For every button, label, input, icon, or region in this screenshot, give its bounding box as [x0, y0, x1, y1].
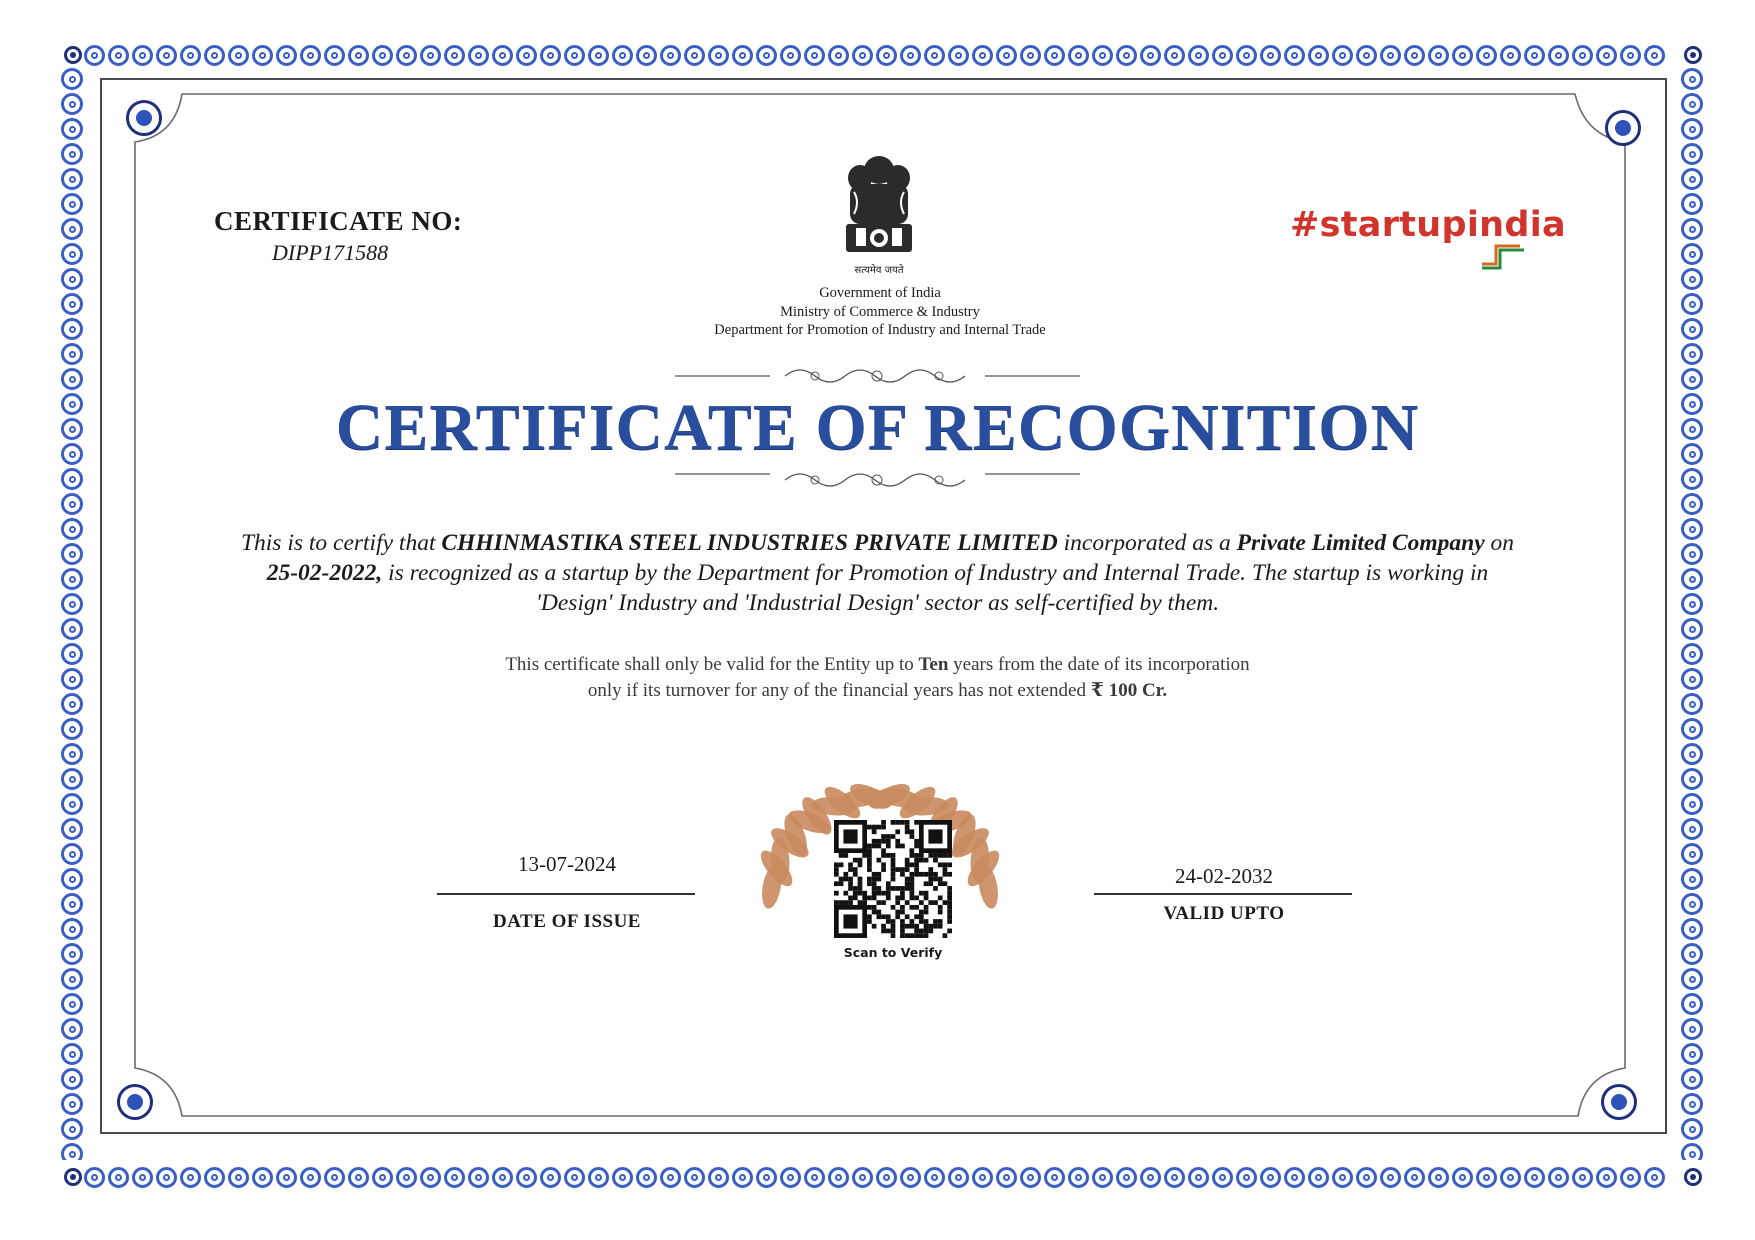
border-chain-left — [60, 68, 84, 1160]
border-chain-link — [804, 1167, 825, 1188]
border-chain-link — [61, 343, 83, 365]
border-chain-link — [708, 45, 729, 66]
border-chain-link — [61, 993, 83, 1015]
border-chain-link — [780, 45, 801, 66]
border-chain-link — [732, 45, 753, 66]
border-chain-link — [1140, 45, 1161, 66]
border-chain-link — [61, 918, 83, 940]
border-chain-right — [1680, 68, 1704, 1160]
border-chain-link — [1681, 493, 1703, 515]
border-chain-link — [1644, 1167, 1665, 1188]
border-chain-link — [1356, 1167, 1377, 1188]
border-chain-link — [1020, 1167, 1041, 1188]
border-chain-link — [1380, 1167, 1401, 1188]
border-chain-link — [1452, 1167, 1473, 1188]
border-chain-link — [300, 45, 321, 66]
border-chain-link — [1681, 518, 1703, 540]
border-chain-link — [204, 1167, 225, 1188]
border-chain-link — [1092, 1167, 1113, 1188]
border-chain-link — [61, 318, 83, 340]
border-chain-link — [372, 45, 393, 66]
border-chain-link — [156, 45, 177, 66]
border-chain-link — [1284, 45, 1305, 66]
border-chain-link — [61, 868, 83, 890]
border-chain-link — [564, 1167, 585, 1188]
border-chain-link — [900, 45, 921, 66]
border-chain-link — [996, 1167, 1017, 1188]
border-chain-link — [108, 45, 129, 66]
border-chain-link — [61, 668, 83, 690]
border-chain-link — [1524, 1167, 1545, 1188]
border-chain-link — [1681, 743, 1703, 765]
border-chain-link — [61, 293, 83, 315]
border-chain-link — [1596, 1167, 1617, 1188]
border-chain-link — [684, 45, 705, 66]
border-chain-link — [61, 168, 83, 190]
border-chain-link — [61, 693, 83, 715]
border-chain-link — [420, 1167, 441, 1188]
border-chain-link — [1092, 45, 1113, 66]
valid-upto-date: 24-02-2032 — [1175, 864, 1273, 888]
border-chain-link — [1681, 793, 1703, 815]
issue-date-line — [437, 893, 695, 895]
border-chain-link — [61, 518, 83, 540]
border-chain-link — [636, 45, 657, 66]
border-chain-link — [684, 1167, 705, 1188]
border-chain-link — [1681, 768, 1703, 790]
border-chain-link — [61, 1093, 83, 1115]
border-chain-link — [61, 743, 83, 765]
border-chain-link — [468, 1167, 489, 1188]
border-chain-link — [1681, 343, 1703, 365]
corner-medallion-top-left — [126, 100, 162, 136]
border-chain-link — [1524, 45, 1545, 66]
border-chain-link — [61, 418, 83, 440]
border-chain-link — [1681, 68, 1703, 90]
border-chain-link — [1500, 1167, 1521, 1188]
border-chain-link — [61, 268, 83, 290]
border-chain-link — [61, 243, 83, 265]
border-chain-link — [1681, 1043, 1703, 1065]
border-chain-link — [1476, 1167, 1497, 1188]
border-chain-link — [636, 1167, 657, 1188]
border-chain-link — [61, 1043, 83, 1065]
border-chain-link — [324, 1167, 345, 1188]
border-chain-link — [61, 143, 83, 165]
border-chain-link — [61, 943, 83, 965]
border-chain-link — [1681, 993, 1703, 1015]
border-chain-link — [61, 368, 83, 390]
border-chain-link — [180, 45, 201, 66]
border-chain-link — [1236, 1167, 1257, 1188]
border-chain-link — [84, 45, 105, 66]
company-name: CHHINMASTIKA STEEL INDUSTRIES PRIVATE LIMITED — [441, 530, 1058, 556]
border-chain-link — [1681, 143, 1703, 165]
border-chain-link — [1681, 1068, 1703, 1090]
border-chain-link — [61, 193, 83, 215]
border-chain-link — [61, 718, 83, 740]
border-chain-link — [1188, 45, 1209, 66]
validity-term: Ten — [918, 654, 949, 675]
border-chain-link — [61, 118, 83, 140]
border-chain-link — [1681, 118, 1703, 140]
border-chain-link — [1681, 593, 1703, 615]
border-chain-link — [1284, 1167, 1305, 1188]
border-chain-link — [61, 393, 83, 415]
border-chain-link — [180, 1167, 201, 1188]
issue-date-label: DATE OF ISSUE — [493, 911, 641, 932]
border-chain-link — [516, 45, 537, 66]
border-chain-link — [61, 793, 83, 815]
border-chain-link — [492, 1167, 513, 1188]
scan-to-verify-label: Scan to Verify — [843, 945, 943, 960]
border-chain-link — [396, 1167, 417, 1188]
border-chain-link — [780, 1167, 801, 1188]
border-chain-link — [1548, 1167, 1569, 1188]
border-chain-link — [1644, 45, 1665, 66]
border-chain-link — [1681, 293, 1703, 315]
border-chain-link — [972, 45, 993, 66]
border-chain-link — [1681, 93, 1703, 115]
border-chain-link — [1681, 618, 1703, 640]
border-chain-link — [1260, 45, 1281, 66]
emblem-motto: सत्यमेव जयते — [854, 265, 904, 276]
border-chain-link — [1681, 1118, 1703, 1140]
ministry-line: Ministry of Commerce & Industry — [780, 303, 980, 320]
border-chain-link — [468, 45, 489, 66]
border-chain-link — [61, 68, 83, 90]
border-chain-link — [1044, 1167, 1065, 1188]
company-type: Private Limited Company — [1236, 530, 1485, 556]
certification-statement — [230, 528, 1525, 618]
border-chain-link — [61, 593, 83, 615]
border-chain-link — [564, 45, 585, 66]
statement-intro: This is to certify that — [240, 530, 436, 556]
corner-medallion-bottom-left — [117, 1084, 153, 1120]
border-chain-link — [732, 1167, 753, 1188]
border-chain-link — [996, 45, 1017, 66]
border-chain-link — [1681, 218, 1703, 240]
border-chain-link — [84, 1167, 105, 1188]
border-chain-link — [61, 468, 83, 490]
border-chain-link — [61, 1143, 83, 1160]
border-chain-link — [756, 45, 777, 66]
border-chain-link — [61, 93, 83, 115]
border-chain-link — [588, 45, 609, 66]
border-chain-link — [948, 45, 969, 66]
border-chain-link — [61, 768, 83, 790]
border-chain-link — [540, 45, 561, 66]
corner-dot-top-right — [1684, 46, 1702, 64]
border-chain-link — [1681, 368, 1703, 390]
border-chain-link — [1681, 568, 1703, 590]
border-chain-link — [948, 1167, 969, 1188]
border-chain-link — [1308, 45, 1329, 66]
border-chain-link — [420, 45, 441, 66]
border-chain-link — [1116, 45, 1137, 66]
border-chain-link — [1681, 868, 1703, 890]
validity-note — [380, 652, 1375, 704]
border-chain-link — [540, 1167, 561, 1188]
border-chain-link — [1681, 318, 1703, 340]
border-chain-link — [1068, 45, 1089, 66]
title-flourish-top — [675, 362, 1080, 388]
border-chain-link — [1681, 393, 1703, 415]
border-chain-link — [61, 968, 83, 990]
border-chain-link — [1681, 443, 1703, 465]
certificate-number: DIPP171588 — [272, 240, 389, 265]
border-chain-link — [1681, 693, 1703, 715]
border-chain-link — [612, 45, 633, 66]
government-header — [640, 284, 1120, 340]
border-chain-link — [1044, 45, 1065, 66]
border-chain-link — [348, 45, 369, 66]
incorporation-date: 25-02-2022, — [266, 560, 383, 586]
startup-india-logo: #startupindia — [1290, 205, 1566, 245]
border-chain-link — [828, 1167, 849, 1188]
border-chain-link — [516, 1167, 537, 1188]
border-chain-link — [612, 1167, 633, 1188]
border-chain-link — [1681, 968, 1703, 990]
border-chain-link — [924, 45, 945, 66]
border-chain-link — [1332, 1167, 1353, 1188]
border-chain-link — [1681, 168, 1703, 190]
border-chain-link — [588, 1167, 609, 1188]
border-chain-link — [1332, 45, 1353, 66]
border-chain-link — [276, 45, 297, 66]
border-chain-link — [1681, 668, 1703, 690]
border-chain-link — [1681, 818, 1703, 840]
validity-text-2: years from the date of its incorporation — [953, 654, 1250, 675]
corner-dot-bottom-right — [1684, 1168, 1702, 1186]
border-chain-link — [660, 45, 681, 66]
border-chain-link — [1428, 1167, 1449, 1188]
border-chain-link — [1681, 718, 1703, 740]
border-chain-link — [1116, 1167, 1137, 1188]
border-chain-link — [1681, 418, 1703, 440]
corner-medallion-bottom-right — [1601, 1084, 1637, 1120]
border-chain-link — [1212, 45, 1233, 66]
border-chain-link — [324, 45, 345, 66]
border-chain-link — [1681, 1143, 1703, 1160]
border-chain-link — [276, 1167, 297, 1188]
border-chain-link — [204, 45, 225, 66]
border-chain-link — [1500, 45, 1521, 66]
border-chain-link — [444, 45, 465, 66]
border-chain-link — [1681, 843, 1703, 865]
border-chain-link — [1428, 45, 1449, 66]
border-chain-link — [61, 568, 83, 590]
border-chain-link — [828, 45, 849, 66]
border-chain-link — [1681, 1018, 1703, 1040]
border-chain-link — [1681, 893, 1703, 915]
border-chain-link — [61, 618, 83, 640]
border-chain-link — [1308, 1167, 1329, 1188]
border-chain-link — [1140, 1167, 1161, 1188]
border-chain-link — [1681, 1093, 1703, 1115]
border-chain-link — [396, 45, 417, 66]
border-chain-link — [1681, 543, 1703, 565]
border-chain-link — [900, 1167, 921, 1188]
border-chain-link — [1164, 1167, 1185, 1188]
border-chain-link — [1404, 45, 1425, 66]
border-chain-link — [1476, 45, 1497, 66]
border-chain-link — [1620, 1167, 1641, 1188]
border-chain-link — [252, 45, 273, 66]
border-chain-link — [756, 1167, 777, 1188]
border-chain-link — [1596, 45, 1617, 66]
border-chain-link — [61, 443, 83, 465]
border-chain-link — [1356, 45, 1377, 66]
valid-upto-line — [1094, 893, 1352, 895]
border-chain-link — [1380, 45, 1401, 66]
border-chain-link — [61, 218, 83, 240]
national-emblem-icon — [836, 148, 922, 280]
border-chain-link — [61, 643, 83, 665]
turnover-limit: ₹ 100 Cr. — [1090, 680, 1168, 701]
border-chain-link — [61, 493, 83, 515]
verification-qr-code[interactable] — [834, 820, 952, 938]
border-chain-bottom — [84, 1164, 1672, 1190]
border-chain-link — [132, 45, 153, 66]
border-chain-link — [348, 1167, 369, 1188]
border-chain-link — [1572, 1167, 1593, 1188]
border-chain-link — [1404, 1167, 1425, 1188]
department-line: Department for Promotion of Industry and Internal Trade — [714, 322, 1046, 338]
border-chain-link — [61, 843, 83, 865]
border-chain-link — [1681, 943, 1703, 965]
border-chain-link — [1681, 643, 1703, 665]
border-chain-link — [1452, 45, 1473, 66]
validity-text-3: only if its turnover for any of the financial years has not extended — [587, 680, 1086, 701]
title-flourish-bottom — [675, 466, 1080, 492]
border-chain-link — [1068, 1167, 1089, 1188]
border-chain-link — [1212, 1167, 1233, 1188]
border-chain-link — [492, 45, 513, 66]
border-chain-link — [61, 1068, 83, 1090]
border-chain-link — [1681, 193, 1703, 215]
border-chain-link — [1620, 45, 1641, 66]
corner-dot-top-left — [64, 46, 82, 64]
border-chain-link — [61, 1018, 83, 1040]
border-chain-link — [108, 1167, 129, 1188]
corner-dot-bottom-left — [64, 1168, 82, 1186]
border-chain-link — [708, 1167, 729, 1188]
border-chain-link — [61, 818, 83, 840]
border-chain-link — [1681, 468, 1703, 490]
border-chain-link — [61, 1118, 83, 1140]
border-chain-link — [1164, 45, 1185, 66]
border-chain-link — [1188, 1167, 1209, 1188]
border-chain-link — [1548, 45, 1569, 66]
border-chain-link — [228, 45, 249, 66]
border-chain-link — [228, 1167, 249, 1188]
border-chain-link — [972, 1167, 993, 1188]
issue-date: 13-07-2024 — [518, 852, 616, 876]
statement-rest: is recognized as a startup by the Department for Promotion of Industry and Internal Trade. The startup is working in 'Design' Industry and 'Industrial Design' sector as self-certified by them. — [388, 560, 1489, 616]
border-chain-top — [84, 42, 1672, 68]
startup-india-step-icon — [1480, 242, 1526, 272]
border-chain-link — [132, 1167, 153, 1188]
border-chain-link — [1572, 45, 1593, 66]
border-chain-link — [252, 1167, 273, 1188]
border-chain-link — [156, 1167, 177, 1188]
border-chain-link — [372, 1167, 393, 1188]
border-chain-link — [924, 1167, 945, 1188]
border-chain-link — [804, 45, 825, 66]
border-chain-link — [876, 1167, 897, 1188]
statement-incorporated: incorporated as a — [1063, 530, 1231, 556]
statement-on: on — [1490, 530, 1515, 556]
border-chain-link — [1236, 45, 1257, 66]
border-chain-link — [1681, 243, 1703, 265]
border-chain-link — [1020, 45, 1041, 66]
border-chain-link — [1681, 268, 1703, 290]
border-chain-link — [444, 1167, 465, 1188]
border-chain-link — [61, 543, 83, 565]
valid-upto-label: VALID UPTO — [1163, 903, 1285, 924]
government-line: Government of India — [819, 285, 941, 301]
border-chain-link — [300, 1167, 321, 1188]
certificate-number-label: CERTIFICATE NO: — [214, 206, 463, 236]
border-chain-link — [660, 1167, 681, 1188]
corner-medallion-top-right — [1605, 110, 1641, 146]
border-chain-link — [1260, 1167, 1281, 1188]
border-chain-link — [61, 893, 83, 915]
border-chain-link — [852, 45, 873, 66]
border-chain-link — [852, 1167, 873, 1188]
certificate-title: CERTIFICATE OF RECOGNITION — [335, 391, 1420, 464]
border-chain-link — [876, 45, 897, 66]
border-chain-link — [1681, 918, 1703, 940]
validity-text: This certificate shall only be valid for the Entity up to — [505, 654, 914, 675]
